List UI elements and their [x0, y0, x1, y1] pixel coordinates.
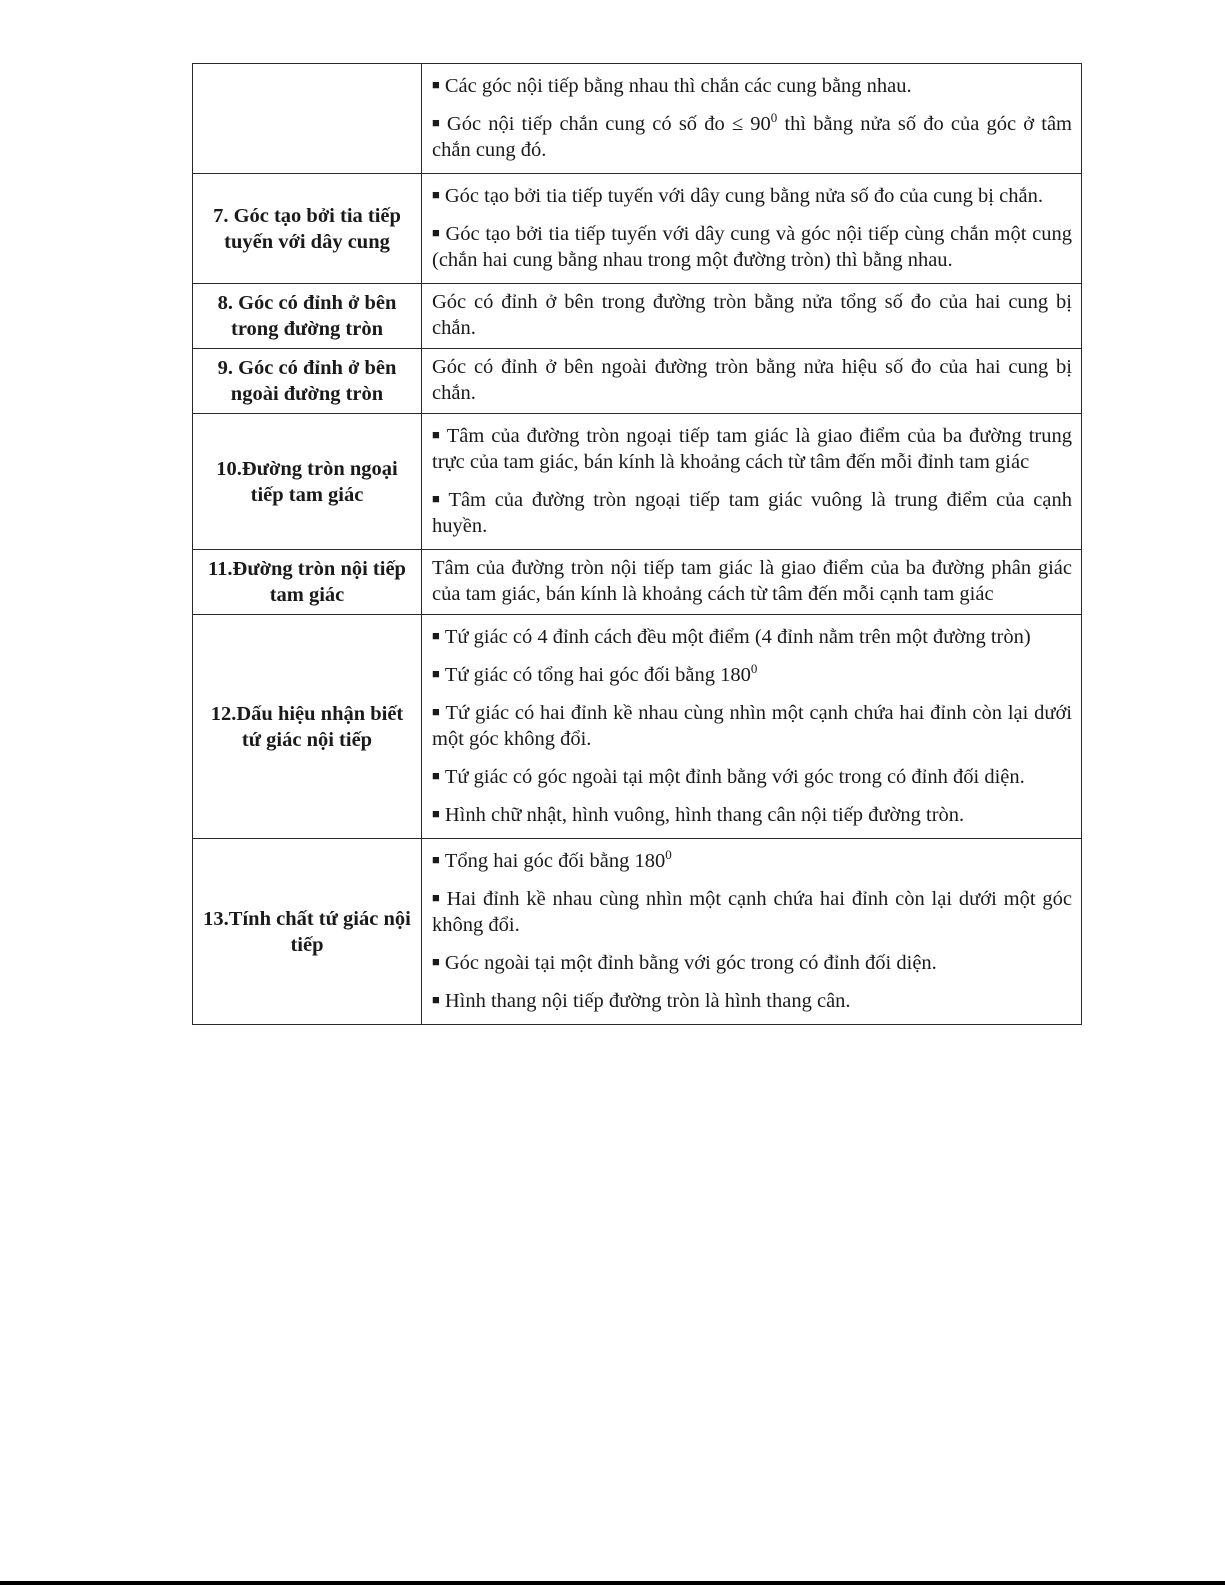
table-row [193, 174, 1082, 284]
square-bullet-icon: ■ [432, 768, 440, 783]
row-heading: 7. Góc tạo bởi tia tiếp tuyến với dây cung [193, 174, 422, 284]
square-bullet-icon: ■ [432, 491, 444, 506]
bullet-item [432, 220, 1072, 273]
row-heading: 9. Góc có đỉnh ở bên ngoài đường tròn [193, 349, 422, 414]
theorem-table [192, 63, 1082, 1025]
square-bullet-icon: ■ [432, 992, 440, 1007]
bullet-item [432, 847, 1072, 874]
row-content: Góc có đỉnh ở bên ngoài đường tròn bằng nửa hiệu số đo của hai cung bị chắn. [422, 349, 1082, 414]
bullet-text: Tứ giác có góc ngoài tại một đỉnh bằng với góc trong có đỉnh đối diện. [444, 766, 1025, 788]
page-bottom-border [0, 1581, 1225, 1585]
bullet-text: Tâm của đường tròn ngoại tiếp tam giác vuông là trung điểm của cạnh huyền. [432, 489, 1072, 537]
bullet-text: Các góc nội tiếp bằng nhau thì chắn các cung bằng nhau. [444, 75, 912, 97]
bullet-text: Góc tạo bởi tia tiếp tuyến với dây cung bằng nửa số đo của cung bị chắn. [444, 185, 1043, 207]
row-content [422, 64, 1082, 174]
bullet-text: Tứ giác có hai đỉnh kề nhau cùng nhìn một cạnh chứa hai đỉnh còn lại dưới một góc không đổi. [432, 702, 1072, 750]
table-row [193, 550, 1082, 615]
row-content [422, 414, 1082, 550]
bullet-text: Góc nội tiếp chắn cung có số đo ≤ 90 [446, 113, 771, 135]
bullet-item [432, 182, 1072, 209]
square-bullet-icon: ■ [432, 187, 440, 202]
bullet-text: Tâm của đường tròn ngoại tiếp tam giác là giao điểm của ba đường trung trực của tam giác, bán kính là khoảng cách từ tâm đến mỗi đỉnh tam giác [432, 425, 1072, 473]
row-content [422, 839, 1082, 1025]
square-bullet-icon: ■ [432, 225, 441, 240]
row-heading: 11.Đường tròn nội tiếp tam giác [193, 550, 422, 615]
square-bullet-icon: ■ [432, 115, 442, 130]
row-heading: 10.Đường tròn ngoại tiếp tam giác [193, 414, 422, 550]
row-heading: 12.Dấu hiệu nhận biết tứ giác nội tiếp [193, 615, 422, 839]
square-bullet-icon: ■ [432, 704, 441, 719]
bullet-item [432, 486, 1072, 539]
table-row [193, 64, 1082, 174]
row-content [422, 615, 1082, 839]
bullet-text: Góc ngoài tại một đỉnh bằng với góc trong có đỉnh đối diện. [444, 952, 937, 974]
superscript: 0 [750, 661, 758, 677]
square-bullet-icon: ■ [432, 890, 442, 905]
bullet-text: Hình thang nội tiếp đường tròn là hình thang cân. [444, 990, 851, 1012]
bullet-item [432, 801, 1072, 828]
bullet-item [432, 987, 1072, 1014]
bullet-item [432, 763, 1072, 790]
bullet-text: Hình chữ nhật, hình vuông, hình thang cân nội tiếp đường tròn. [444, 804, 965, 826]
table-row [193, 839, 1082, 1025]
row-content [422, 174, 1082, 284]
bullet-item [432, 885, 1072, 938]
bullet-item [432, 661, 1072, 688]
table-row [193, 284, 1082, 349]
superscript: 0 [665, 847, 672, 863]
square-bullet-icon: ■ [432, 427, 442, 442]
row-content: Góc có đỉnh ở bên trong đường tròn bằng nửa tổng số đo của hai cung bị chắn. [422, 284, 1082, 349]
square-bullet-icon: ■ [432, 954, 440, 969]
bullet-item [432, 699, 1072, 752]
bullet-text-tail: thì bằng nửa số đo của góc ở tâm chắn cung đó. [432, 113, 1072, 161]
square-bullet-icon: ■ [432, 806, 440, 821]
square-bullet-icon: ■ [432, 852, 440, 867]
square-bullet-icon: ■ [432, 666, 440, 681]
bullet-item [432, 110, 1072, 163]
bullet-text: Tứ giác có tổng hai góc đối bằng 180 [444, 664, 751, 686]
square-bullet-icon: ■ [432, 628, 440, 643]
bullet-text: Góc tạo bởi tia tiếp tuyến với dây cung và góc nội tiếp cùng chắn một cung (chắn hai cung bằng nhau trong một đường tròn) thì bằng nhau. [432, 223, 1072, 271]
bullet-text: Tứ giác có 4 đỉnh cách đều một điểm (4 đỉnh nằm trên một đường tròn) [444, 626, 1031, 648]
bullet-item [432, 949, 1072, 976]
square-bullet-icon: ■ [432, 77, 440, 92]
bullet-item [432, 422, 1072, 475]
superscript: 0 [770, 110, 778, 126]
row-heading: 13.Tính chất tứ giác nội tiếp [193, 839, 422, 1025]
bullet-item [432, 72, 1072, 99]
table-row [193, 414, 1082, 550]
table-row [193, 349, 1082, 414]
table-row [193, 615, 1082, 839]
bullet-text: Hai đỉnh kề nhau cùng nhìn một cạnh chứa hai đỉnh còn lại dưới một góc không đổi. [432, 888, 1072, 936]
row-heading [193, 64, 422, 174]
bullet-text: Tổng hai góc đối bằng 180 [444, 850, 666, 872]
row-content: Tâm của đường tròn nội tiếp tam giác là giao điểm của ba đường phân giác của tam giác, bán kính là khoảng cách từ tâm đến mỗi cạnh tam giác [422, 550, 1082, 615]
row-heading: 8. Góc có đỉnh ở bên trong đường tròn [193, 284, 422, 349]
bullet-item [432, 623, 1072, 650]
